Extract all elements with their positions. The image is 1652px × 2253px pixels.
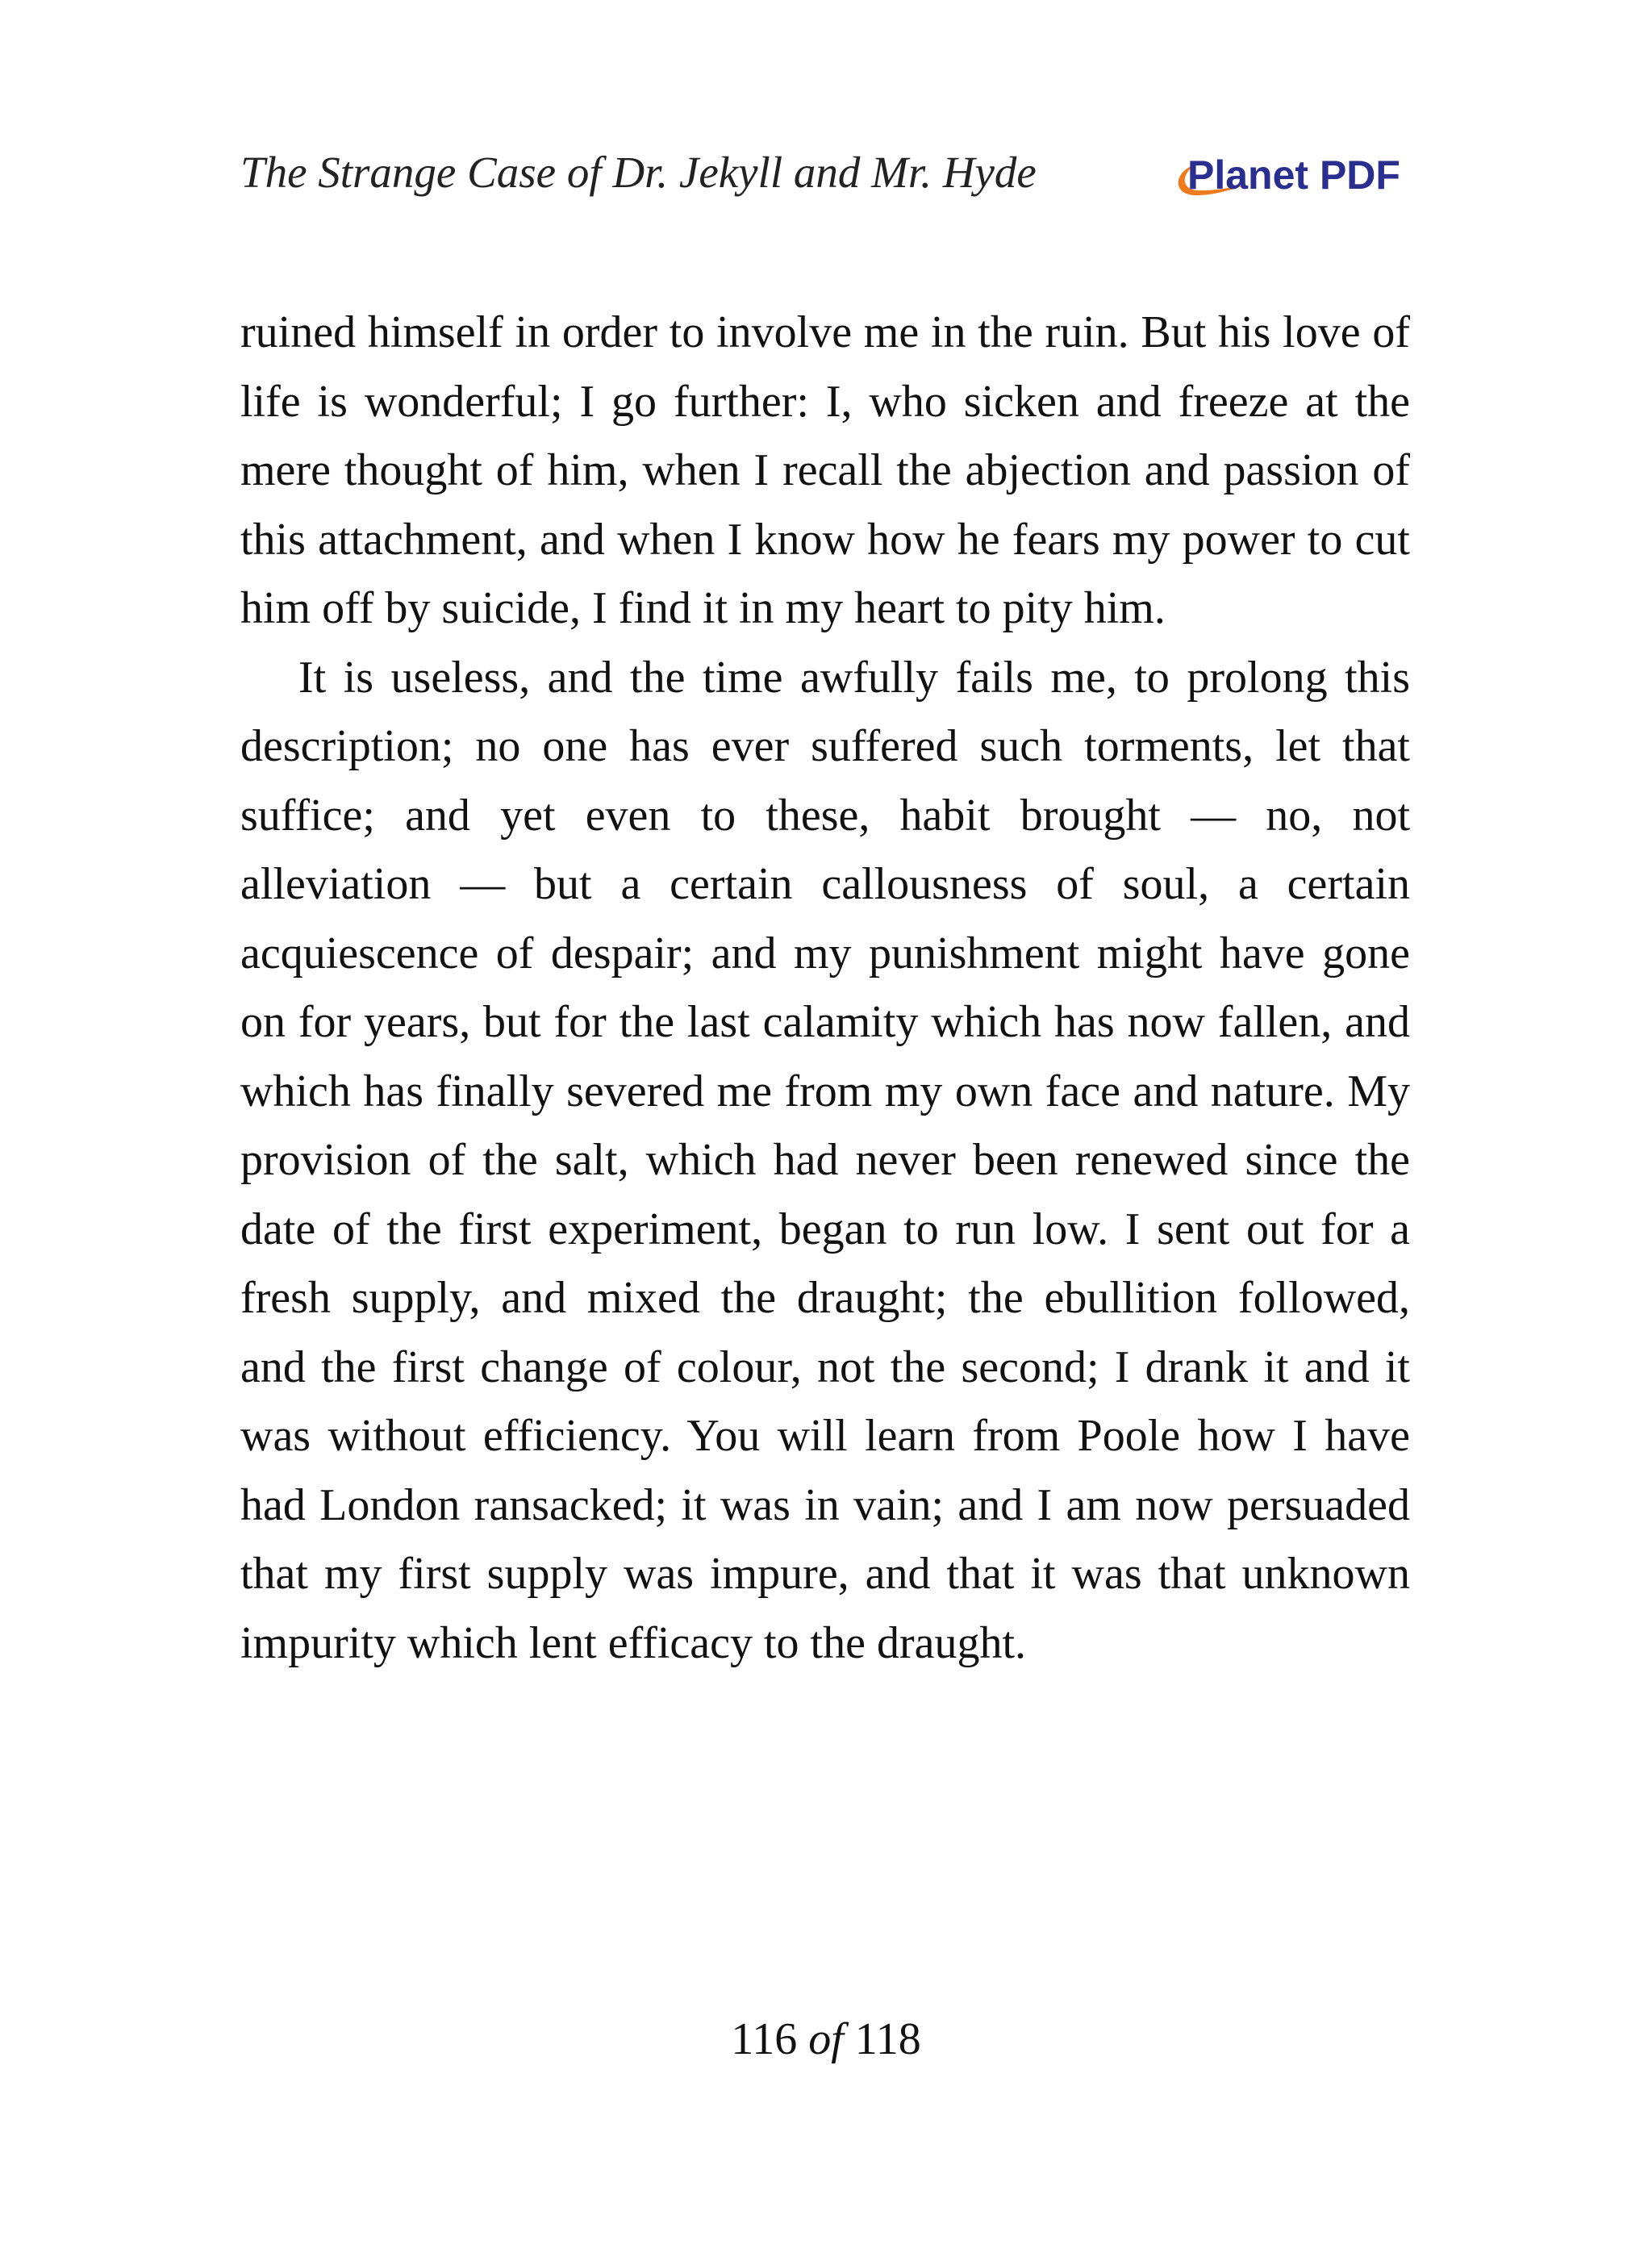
total-page-count: 118	[854, 2014, 921, 2064]
paragraph: ruined himself in order to involve me in the ruin. But his love of life is wonderful; I go further: I, who sicken and freeze at the mere thought of him, when I recall the abjection and passion of this attachment, and when I know how he fears my power to cut him off by suicide, I find it in my heart to pity him.	[240, 307, 1410, 633]
current-page-number: 116	[731, 2014, 798, 2064]
logo-text: Planet PDF	[1187, 152, 1400, 198]
planet-pdf-logo	[1168, 147, 1410, 211]
page-of-label: of	[808, 2014, 844, 2064]
page-header	[240, 144, 1410, 216]
page-number	[0, 2014, 1652, 2064]
paragraph: It is useless, and the time awfully fails me, to prolong this description; no one has ever suffered such torments, let that suffice; and yet even to these, habit brought — no, not alleviation — but a certain callousness of soul, a certain acquiescence of despair; and my punishment might have gone on for years, but for the last calamity which has now fallen, and which has finally severed me from my own face and nature. My provision of the salt, which had never been renewed since the date of the first experiment, began to run low. I sent out for a fresh supply, and mixed the draught; the ebullition followed, and the first change of colour, not the second; I drank it and it was without efficiency. You will learn from Poole how I have had London ransacked; it was in vain; and I am now persuaded that my first supply was impure, and that it was that unknown impurity which lent efficacy to the draught.	[240, 652, 1410, 1668]
book-title: The Strange Case of Dr. Jekyll and Mr. Hyde	[240, 148, 1037, 197]
page-body	[240, 298, 1410, 1678]
